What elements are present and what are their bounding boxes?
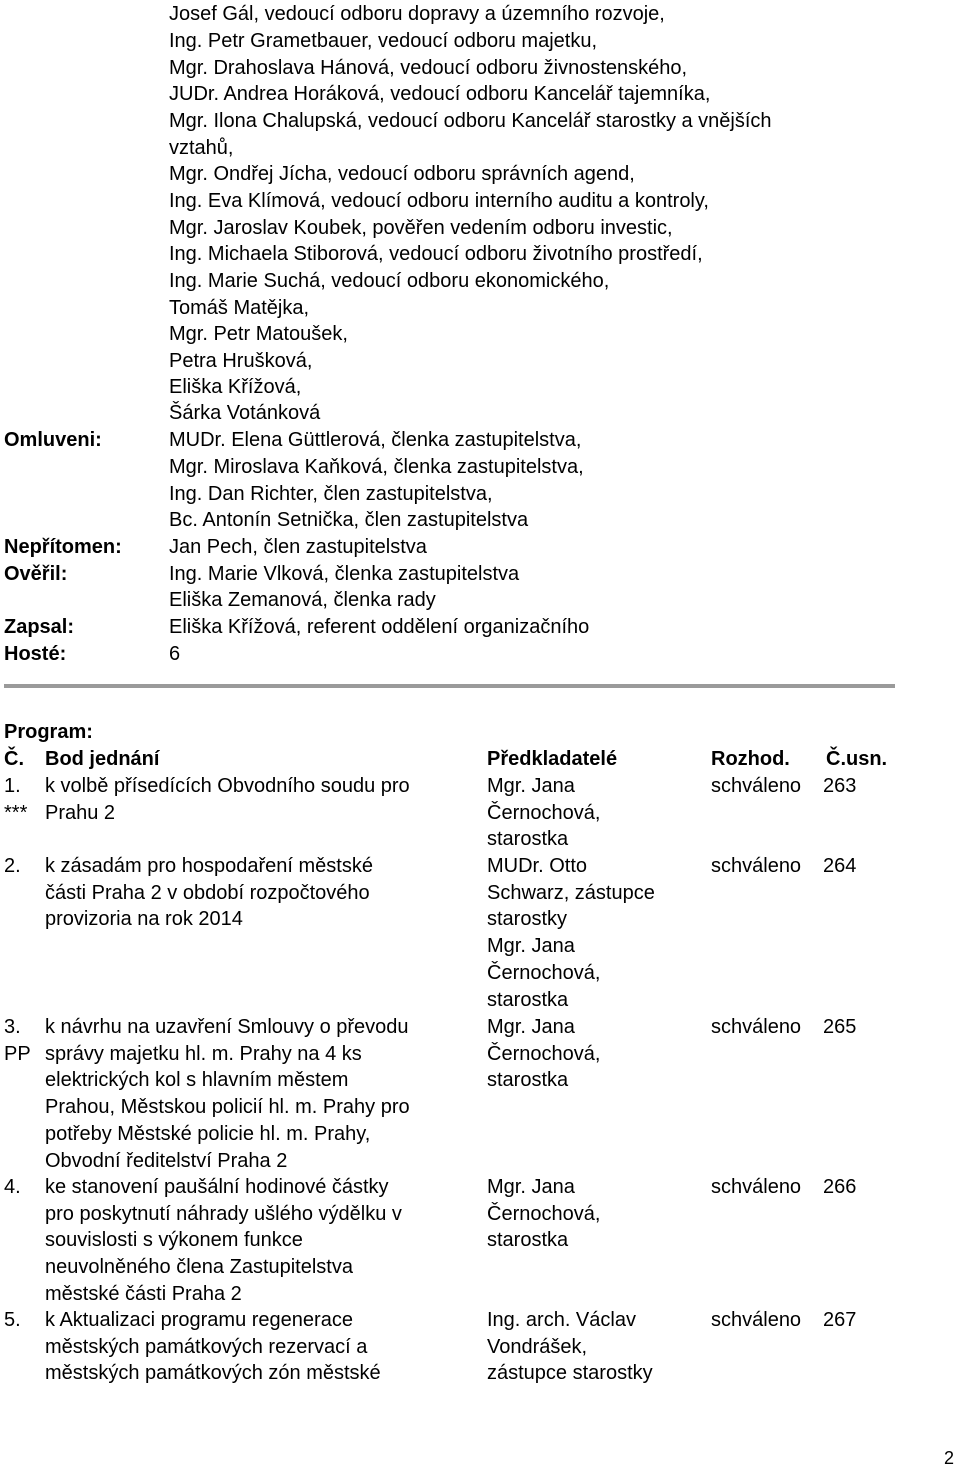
header-item: Bod jednání (45, 748, 160, 770)
header-presenters: Předkladatelé (487, 748, 618, 770)
row-resolution: 264 (823, 855, 857, 877)
header-decision: Rozhod. (711, 748, 790, 770)
row-presenters: MUDr. Otto Schwarz, zástupce starostky Mgr. Jana Černochová, starostka (487, 855, 655, 1011)
attendee-line: Mgr. Ilona Chalupská, vedoucí odboru Kancelář starostky a vnějších (169, 110, 772, 132)
attendee-line: Mgr. Jaroslav Koubek, pověřen vedením odboru investic, (169, 217, 673, 239)
nepritomen-label: Nepřítomen: (4, 536, 122, 558)
row-presenters: Mgr. Jana Černochová, starostka (487, 1176, 601, 1252)
attendee-line: Šárka Votánková (169, 402, 321, 424)
attendee-line: vztahů, (169, 137, 234, 159)
zapsal-label: Zapsal: (4, 616, 75, 638)
attendee-line: Petra Hrušková, (169, 350, 313, 372)
attendee-line: Mgr. Petr Matoušek, (169, 323, 348, 345)
row-num: 2. (4, 855, 21, 877)
header-resolution: Č.usn. (826, 748, 888, 770)
overil-label: Ověřil: (4, 563, 68, 585)
row-decision: schváleno (711, 775, 802, 797)
overil-name: Ing. Marie Vlková, členka zastupitelstva (169, 563, 520, 585)
omluveni-name: Bc. Antonín Setnička, člen zastupitelstva (169, 509, 529, 531)
row-decision: schváleno (711, 1016, 802, 1038)
row-resolution: 263 (823, 775, 857, 797)
zapsal-name: Eliška Křížová, referent oddělení organizačního (169, 616, 590, 638)
attendee-line: Mgr. Ondřej Jícha, vedoucí odboru správních agend, (169, 163, 635, 185)
omluveni-label: Omluveni: (4, 429, 102, 451)
row-num: 1. *** (4, 775, 28, 824)
attendee-line: Josef Gál, vedoucí odboru dopravy a územního rozvoje, (169, 3, 665, 25)
row-resolution: 267 (823, 1309, 857, 1331)
attendee-line: Eliška Křížová, (169, 376, 302, 398)
row-num: 5. (4, 1309, 21, 1331)
attendee-line: Mgr. Drahoslava Hánová, vedoucí odboru živnostenského, (169, 57, 688, 79)
program-title: Program: (4, 721, 93, 743)
omluveni-name: Ing. Dan Richter, člen zastupitelstva, (169, 483, 493, 505)
attendee-line: Ing. Petr Grametbauer, vedoucí odboru majetku, (169, 30, 598, 52)
page-number: 2 (944, 1448, 955, 1468)
row-num: 3. PP (4, 1016, 31, 1065)
row-presenters: Mgr. Jana Černochová, starostka (487, 1016, 601, 1092)
row-item: ke stanovení paušální hodinové částky pro poskytnutí náhrady ušlého výdělku v souvislosti s výkonem funkce neuvolněného člena Zastupitelstva městské části Praha 2 (45, 1176, 402, 1305)
row-resolution: 265 (823, 1016, 857, 1038)
attendee-line: Tomáš Matějka, (169, 297, 310, 319)
omluveni-name: Mgr. Miroslava Kaňková, členka zastupitelstva, (169, 456, 584, 478)
section-divider (4, 684, 895, 688)
overil-name: Eliška Zemanová, členka rady (169, 589, 436, 611)
row-num: 4. (4, 1176, 21, 1198)
attendee-line: Ing. Eva Klímová, vedoucí odboru interního auditu a kontroly, (169, 190, 709, 212)
row-item: k volbě přísedících Obvodního soudu pro Prahu 2 (45, 775, 410, 824)
row-decision: schváleno (711, 1176, 802, 1198)
row-decision: schváleno (711, 1309, 802, 1331)
header-num: Č. (4, 748, 24, 770)
hoste-label: Hosté: (4, 643, 67, 665)
hoste-value: 6 (169, 643, 181, 665)
nepritomen-name: Jan Pech, člen zastupitelstva (169, 536, 427, 558)
row-resolution: 266 (823, 1176, 857, 1198)
row-item: k Aktualizaci programu regenerace městských památkových rezervací a městských památkových zón městské (45, 1309, 381, 1385)
row-presenters: Mgr. Jana Černochová, starostka (487, 775, 601, 851)
attendee-line: Ing. Marie Suchá, vedoucí odboru ekonomického, (169, 270, 610, 292)
row-presenters: Ing. arch. Václav Vondrášek, zástupce starostky (487, 1309, 653, 1385)
attendee-line: Ing. Michaela Stiborová, vedoucí odboru životního prostředí, (169, 243, 703, 265)
row-decision: schváleno (711, 855, 802, 877)
attendee-line: JUDr. Andrea Horáková, vedoucí odboru Kancelář tajemníka, (169, 83, 711, 105)
row-item: k návrhu na uzavření Smlouvy o převodu správy majetku hl. m. Prahy na 4 ks elektrických kol s hlavním městem Prahou, Městskou policií hl. m. Prahy pro potřeby Městské policie hl. m. Prahy, Obvodní ředitelství Praha 2 (45, 1016, 410, 1172)
row-item: k zásadám pro hospodaření městské části Praha 2 v období rozpočtového provizoria na rok 2014 (45, 855, 373, 931)
omluveni-name: MUDr. Elena Güttlerová, členka zastupitelstva, (169, 429, 582, 451)
